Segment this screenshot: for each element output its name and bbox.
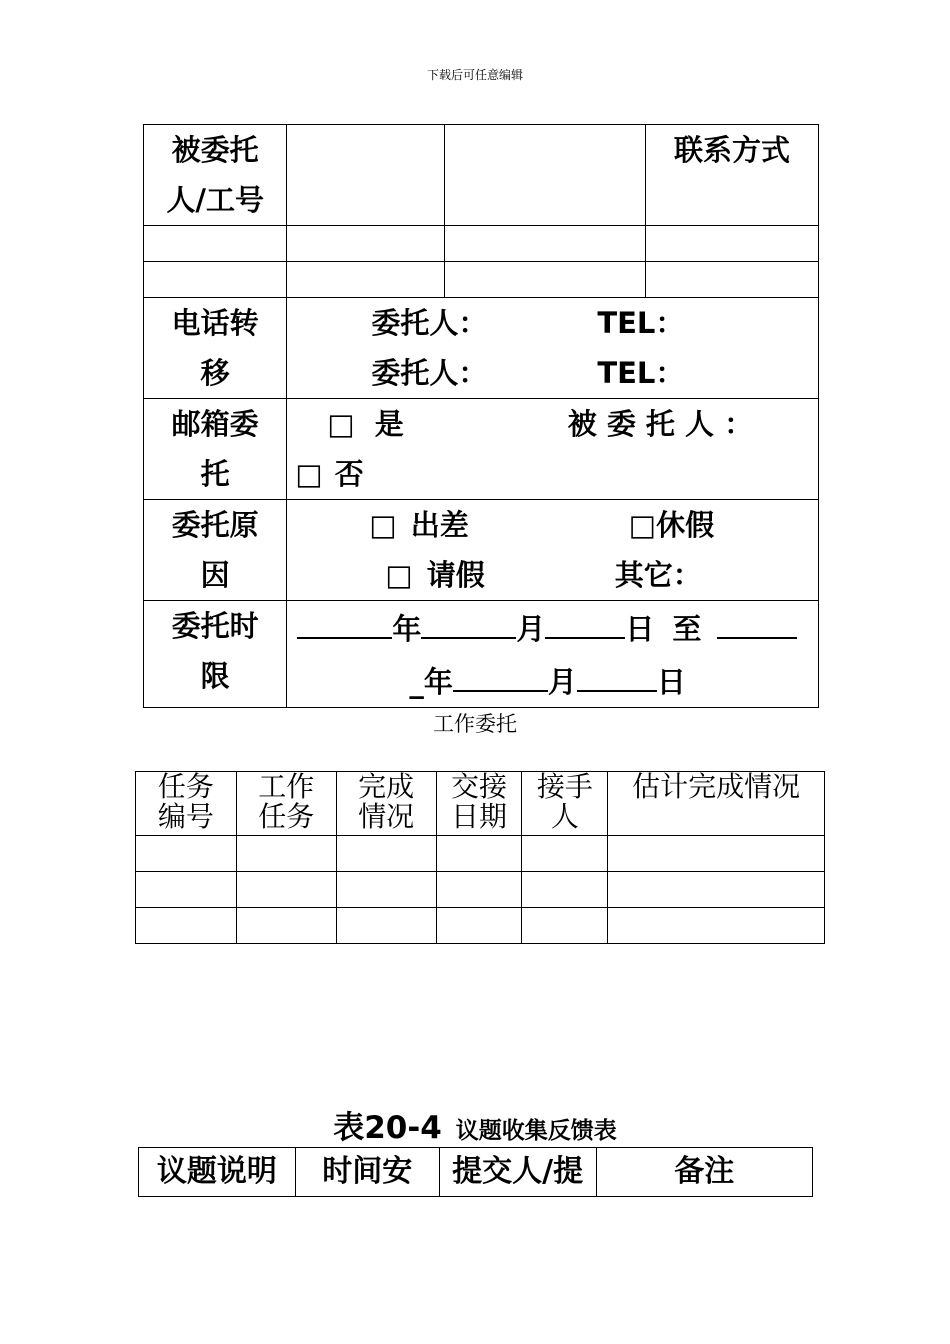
table-cell[interactable]: [236, 908, 336, 944]
day-label: 日: [656, 665, 686, 699]
leave-checkbox[interactable]: □: [385, 558, 413, 592]
table-cell[interactable]: [608, 908, 825, 944]
header-cell-estimated-completion: 估计完成情况: [608, 772, 825, 836]
table-header-row: [136, 772, 825, 836]
mailbox-label-cell: [144, 399, 287, 500]
year-label: 年: [392, 612, 422, 646]
reason-line: [287, 550, 818, 600]
start-year-blank[interactable]: [297, 601, 392, 639]
end-year-blank[interactable]: [717, 601, 797, 639]
business-trip-checkbox[interactable]: □: [369, 508, 397, 542]
period-line: [287, 601, 818, 654]
reason-line: [287, 500, 818, 550]
month-label: 月: [516, 612, 546, 646]
header-cell-submitter: 提交人/提: [439, 1148, 596, 1197]
leave-label: 请假: [426, 558, 485, 592]
to-label: 至: [672, 612, 702, 646]
header-cell-remarks: 备注: [596, 1148, 812, 1197]
business-trip-label: 出差: [410, 508, 469, 542]
header-cell-topic: 议题说明: [139, 1148, 296, 1197]
work-entrustment-caption: 工作委托: [433, 712, 517, 736]
reason-label-line1: 委托原: [171, 508, 259, 542]
entrusted-id-cell[interactable]: [445, 125, 646, 226]
tel-label: TEL：: [597, 306, 685, 340]
table-cell[interactable]: [136, 908, 237, 944]
table-cell[interactable]: [646, 262, 819, 298]
principal-label: 委托人：: [371, 306, 488, 340]
header-cell-work-task: 工作 任务: [236, 772, 336, 836]
phone-transfer-label-cell: [144, 298, 287, 399]
holiday-label: 休假: [656, 508, 715, 542]
table-title: 议题收集反馈表: [455, 1118, 617, 1144]
yes-label: 是: [374, 407, 404, 441]
phone-transfer-cell: [287, 298, 819, 399]
year-label: 年: [423, 665, 453, 699]
month-label: 月: [547, 665, 577, 699]
period-label-line2: 限: [200, 659, 230, 693]
topic-feedback-table: [138, 1147, 813, 1197]
period-label-cell: [144, 601, 287, 708]
table-cell[interactable]: [445, 262, 646, 298]
table-row: [136, 872, 825, 908]
phone-transfer-line: [287, 298, 818, 348]
table-cell[interactable]: [287, 226, 445, 262]
tel-label: TEL：: [597, 356, 685, 390]
period-line: [287, 654, 818, 707]
header-cell-task-no: 任务 编号: [136, 772, 237, 836]
table-cell[interactable]: [608, 836, 825, 872]
phone-transfer-label-line2: 移: [200, 356, 230, 390]
entrusted-label-cell: [144, 125, 287, 226]
reason-label-line2: 因: [200, 558, 230, 592]
table-cell[interactable]: [608, 872, 825, 908]
table-cell[interactable]: [236, 836, 336, 872]
principal-label: 委托人：: [371, 356, 488, 390]
yes-checkbox[interactable]: □: [327, 407, 355, 441]
header-cell-completion: 完成 情况: [336, 772, 436, 836]
entrusted-name-cell[interactable]: [287, 125, 445, 226]
mailbox-label-line2: 托: [200, 457, 230, 491]
day-label: 日: [625, 612, 655, 646]
mailbox-line: [287, 399, 818, 449]
header-note: 下载后可任意编辑: [426, 68, 523, 82]
table-cell[interactable]: [144, 262, 287, 298]
mailbox-cell: [287, 399, 819, 500]
table-cell[interactable]: [136, 872, 237, 908]
no-label: 否: [334, 457, 364, 491]
table-cell[interactable]: [445, 226, 646, 262]
start-month-blank[interactable]: [421, 601, 516, 639]
table-cell[interactable]: [522, 836, 608, 872]
table-number: 表20-4: [333, 1110, 442, 1146]
table-row: [136, 836, 825, 872]
header-cell-receiver: 接手 人: [522, 772, 608, 836]
period-cell: [287, 601, 819, 708]
table-header-row: [139, 1148, 813, 1197]
header-cell-time: 时间安: [295, 1148, 439, 1197]
table-cell[interactable]: [436, 872, 522, 908]
phone-transfer-line: [287, 348, 818, 398]
no-checkbox[interactable]: □: [295, 457, 323, 491]
table-cell[interactable]: [436, 836, 522, 872]
entrusted-person-label: 被 委 托 人 ：: [567, 407, 754, 441]
table-cell[interactable]: [646, 226, 819, 262]
table-cell[interactable]: [522, 872, 608, 908]
end-month-blank[interactable]: [453, 654, 548, 692]
header-cell-handover-date: 交接 日期: [436, 772, 522, 836]
feedback-table-caption: [0, 1102, 950, 1147]
reason-cell: [287, 500, 819, 601]
holiday-checkbox[interactable]: □: [628, 508, 657, 542]
reason-label-cell: [144, 500, 287, 601]
entrusted-label-line1: 被委托: [171, 133, 259, 167]
table-cell[interactable]: [522, 908, 608, 944]
entrustment-table: [143, 124, 819, 708]
period-label-line1: 委托时: [171, 609, 259, 643]
table-cell[interactable]: [336, 836, 436, 872]
start-day-blank[interactable]: [545, 601, 625, 639]
contact-label-cell: [646, 125, 819, 226]
table-cell[interactable]: [336, 908, 436, 944]
table-cell[interactable]: [136, 836, 237, 872]
table-row: [136, 908, 825, 944]
other-label: 其它：: [614, 558, 702, 592]
mailbox-label-line1: 邮箱委: [171, 407, 259, 441]
table-cell[interactable]: [287, 262, 445, 298]
table-cell[interactable]: [336, 872, 436, 908]
table-cell[interactable]: [144, 226, 287, 262]
table-cell[interactable]: [236, 872, 336, 908]
contact-label: 联系方式: [674, 133, 791, 167]
phone-transfer-label-line1: 电话转: [171, 306, 259, 340]
end-day-blank[interactable]: [577, 654, 657, 692]
entrusted-label-line2: 人/工号: [166, 183, 264, 217]
work-entrustment-table: [135, 771, 825, 944]
mailbox-line: [287, 449, 818, 499]
underscore-mark: _: [409, 665, 424, 699]
table-cell[interactable]: [436, 908, 522, 944]
